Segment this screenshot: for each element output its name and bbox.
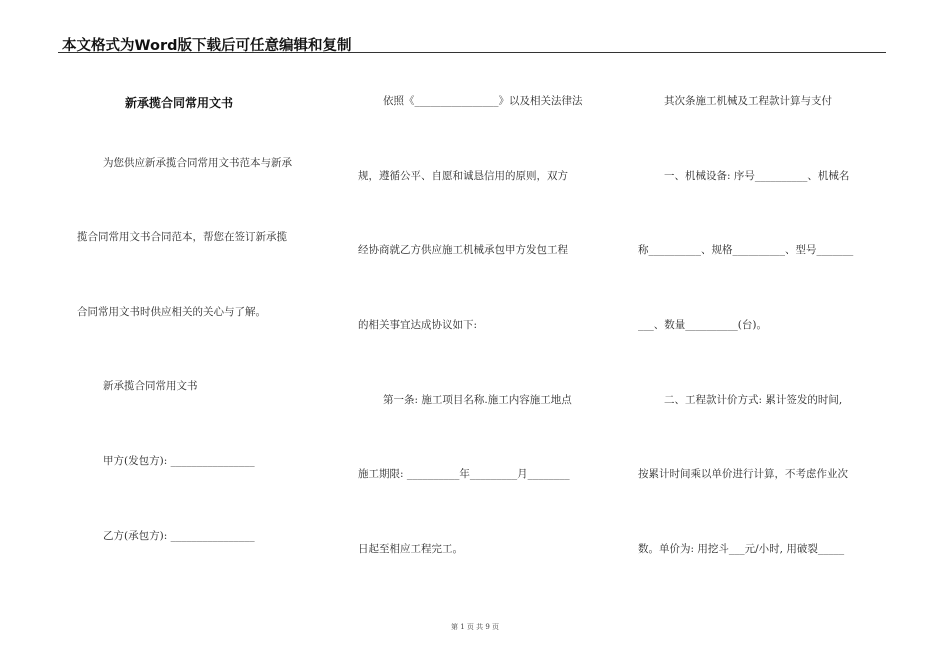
- body-line: 规，遵循公平、自愿和诚恳信用的原则，双方: [358, 170, 568, 182]
- body-line: 施工期限: __________年_________月________: [358, 468, 570, 480]
- page-header-title: 本文格式为Word版下载后可任意编辑和复制: [62, 38, 352, 54]
- document-title: 新承揽合同常用文书: [125, 96, 234, 110]
- body-line: 按累计时间乘以单价进行计算，不考虑作业次: [638, 468, 848, 480]
- body-line: 经协商就乙方供应施工机械承包甲方发包工程: [358, 244, 568, 256]
- body-line: 依照《________________》以及相关法律法: [383, 95, 583, 107]
- header-divider: [58, 52, 886, 53]
- party-a-line: 甲方(发包方): ________________: [103, 455, 255, 467]
- body-line: 二、工程款计价方式: 累计签发的时间,: [664, 394, 843, 406]
- page-number: 第 1 页 共 9 页: [450, 623, 500, 631]
- body-line: 揽合同常用文书合同范本，帮您在签订新承揽: [77, 231, 287, 243]
- body-line: 称__________、规格__________、型号_______: [638, 244, 854, 256]
- body-line: 为您供应新承揽合同常用文书范本与新承: [103, 157, 292, 169]
- body-line: 日起至相应工程完工。: [358, 543, 463, 555]
- body-line: 一、机械设备: 序号__________、机械名: [664, 170, 850, 182]
- party-b-line: 乙方(承包方): ________________: [103, 530, 255, 542]
- section-heading: 新承揽合同常用文书: [103, 380, 198, 392]
- clause-line: 第一条: 施工项目名称.施工内容施工地点: [383, 394, 572, 406]
- clause-line: 其次条施工机械及工程款计算与支付: [664, 95, 832, 107]
- body-line: ___、数量__________(台)。: [638, 319, 767, 331]
- body-line: 的相关事宜达成协议如下:: [358, 319, 478, 331]
- body-line: 数。单价为: 用挖斗___元/小时, 用破裂_____: [638, 543, 845, 555]
- body-line: 合同常用文书时供应相关的关心与了解。: [77, 306, 266, 318]
